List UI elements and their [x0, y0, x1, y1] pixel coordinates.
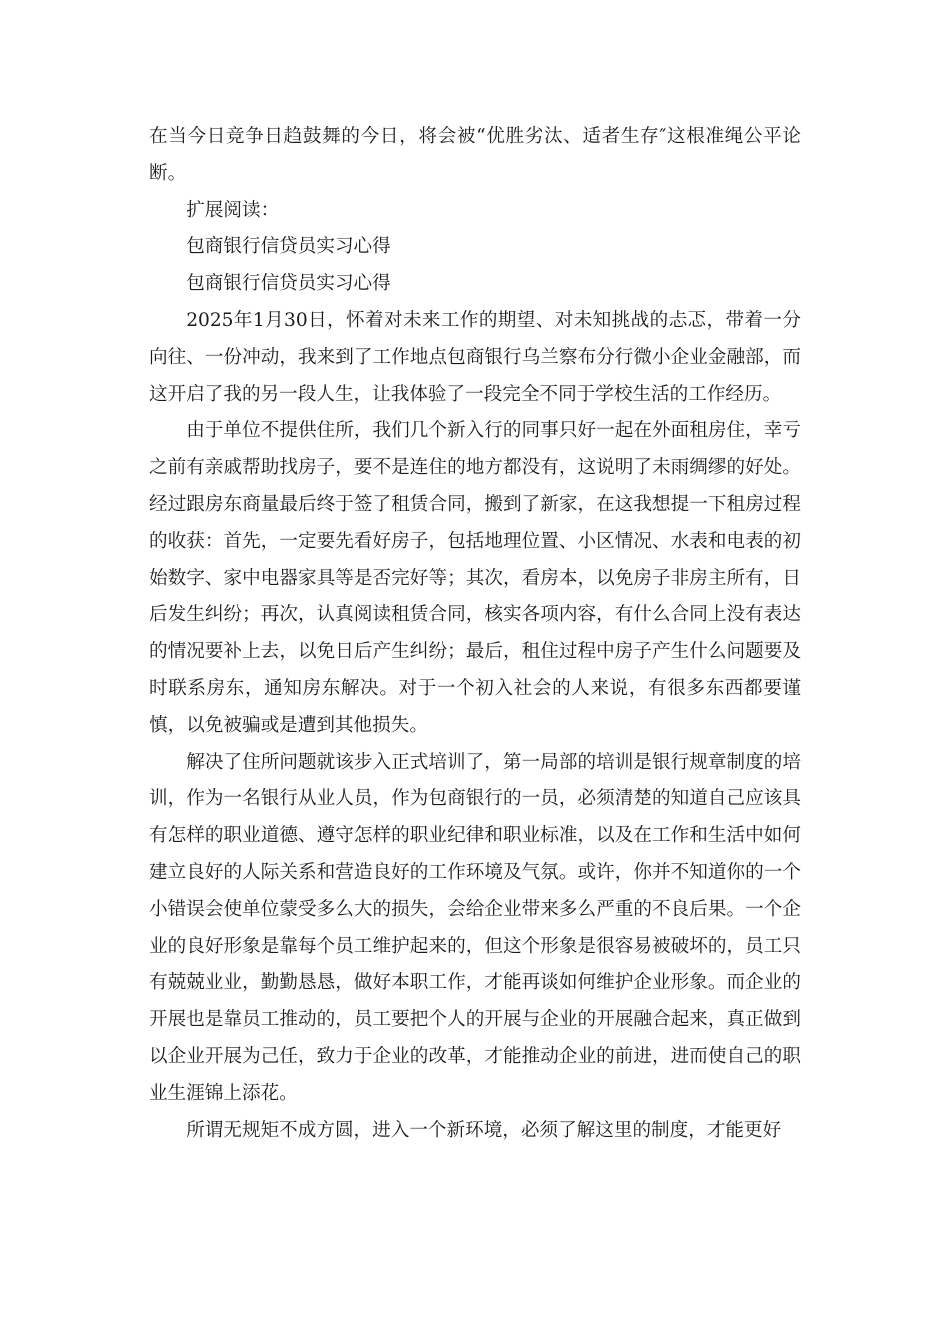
paragraph-rules: 所谓无规矩不成方圆，进入一个新环境，必须了解这里的制度，才能更好 — [186, 1119, 782, 1141]
paragraph-continuation: 在当今日竞争日趋鼓舞的今日，将会被“优胜劣汰、适者生存″这根准绳公平论断。 — [149, 126, 801, 184]
paragraph-housing: 由于单位不提供住所，我们几个新入行的同事只好一起在外面租房住，幸亏之前有亲戚帮助找房子，要不是连住的地方都没有，这说明了未雨绸缪的好处。经过跟房东商量最后终于签了租赁合同，搬到了新家，在这我想提一下租房过程的收获：首先，一定要先看好房子，包括地理位置、小区情况、水表和电表的初始数字、家中电器家具等是否完好等；其次，看房本，以免房子非房主所有，日后发生纠纷；再次，认真阅读租赁合同，核实各项内容，有什么合同上没有表达的情况要补上去，以免日后产生纠纷；最后，租住过程中房子产生什么问题要及时联系房东，通知房东解决。对于一个初入社会的人来说，有很多东西都要谨慎，以免被骗或是遭到其他损失。 — [149, 420, 801, 736]
paragraph-arrival: 2025年1月30日，怀着对未来工作的期望、对未知挑战的忐忑，带着一分向往、一份冲动，我来到了工作地点包商银行乌兰察布分行微小企业金融部，而这开启了我的另一段人生，让我体验了一段完全不同于学校生活的工作经历。 — [149, 309, 801, 405]
article-title: 包商银行信贷员实习心得 — [186, 236, 391, 258]
document-page — [149, 119, 801, 1149]
article-subtitle: 包商银行信贷员实习心得 — [186, 273, 391, 295]
extended-reading-label: 扩展阅读： — [186, 199, 280, 221]
paragraph-training: 解决了住所问题就该步入正式培训了，第一局部的培训是银行规章制度的培训，作为一名银行从业人员，作为包商银行的一员，必须清楚的知道自己应该具有怎样的职业道德、遵守怎样的职业纪律和职业标准，以及在工作和生活中如何建立良好的人际关系和营造良好的工作环境及气氛。或许，你并不知道你的一个小错误会使单位蒙受多么大的损失，会给企业带来多么严重的不良后果。一个企业的良好形象是靠每个员工维护起来的，但这个形象是很容易被破坏的，员工只有兢兢业业，勤勤恳恳，做好本职工作，才能再谈如何维护企业形象。而企业的开展也是靠员工推动的，员工要把个人的开展与企业的开展融合起来，真正做到以企业开展为己任，致力于企业的改革，才能推动企业的前进，进而使自己的职业生涯锦上添花。 — [149, 751, 801, 1104]
